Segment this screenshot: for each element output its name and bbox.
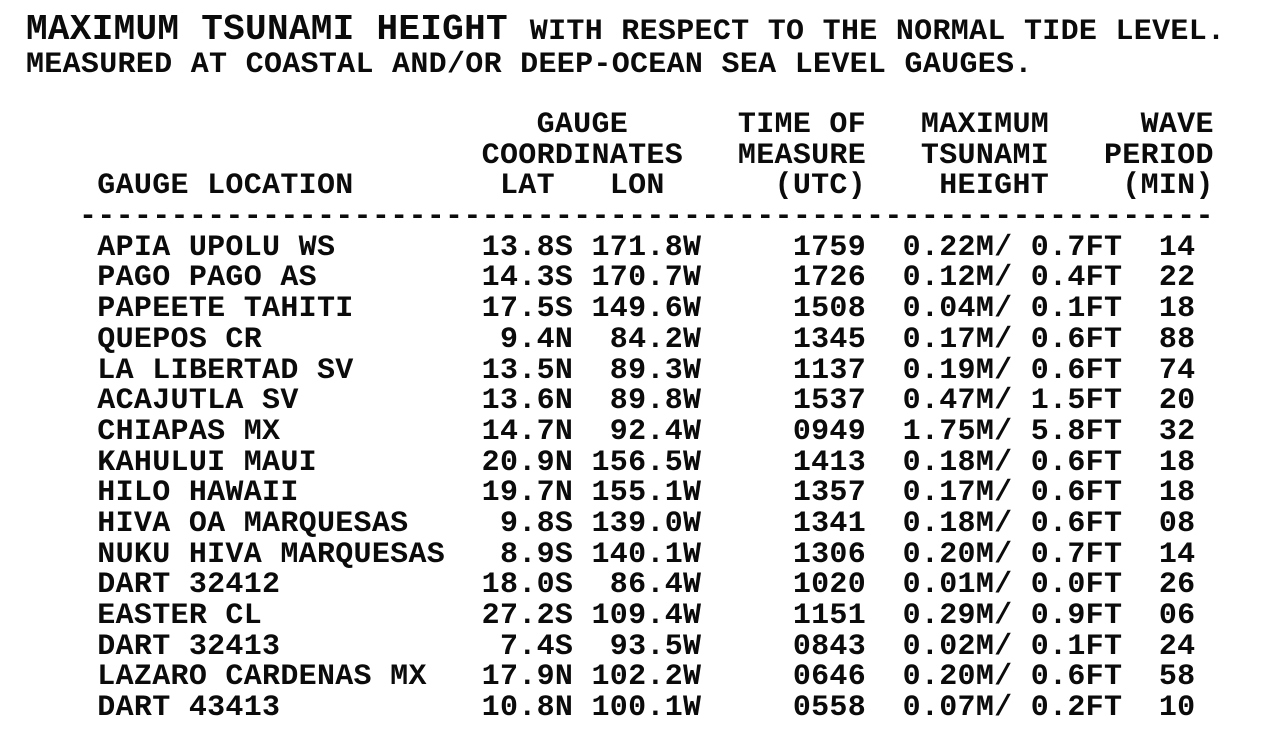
table-row: ACAJUTLA SV 13.6N 89.8W 1537 0.47M/ 1.5FT 20 bbox=[79, 384, 1196, 419]
table-row: HIVA OA MARQUESAS 9.8S 139.0W 1341 0.18M/ 0.6FT 08 bbox=[79, 506, 1196, 541]
table-row: QUEPOS CR 9.4N 84.2W 1345 0.17M/ 0.6FT 88 bbox=[79, 322, 1196, 357]
table-row: NUKU HIVA MARQUESAS 8.9S 140.1W 1306 0.20M/ 0.7FT 14 bbox=[79, 537, 1196, 572]
table-row: KAHULUI MAUI 20.9N 156.5W 1413 0.18M/ 0.6FT 18 bbox=[79, 445, 1196, 480]
table-row: APIA UPOLU WS 13.8S 171.8W 1759 0.22M/ 0.7FT 14 bbox=[79, 230, 1196, 265]
page-title bbox=[26, 10, 1225, 52]
table-row: HILO HAWAII 19.7N 155.1W 1357 0.17M/ 0.6FT 18 bbox=[79, 476, 1196, 511]
page-subtitle: MEASURED AT COASTAL AND/OR DEEP-OCEAN SEA LEVEL GAUGES. bbox=[26, 48, 1033, 82]
table-separator: -------------------------------------------------------------- bbox=[79, 200, 1214, 235]
title-emphasis: MAXIMUM TSUNAMI HEIGHT bbox=[26, 9, 508, 50]
gauge-observations-table bbox=[79, 110, 1214, 724]
table-row: LA LIBERTAD SV 13.5N 89.3W 1137 0.19M/ 0.6FT 74 bbox=[79, 353, 1196, 388]
table-row: LAZARO CARDENAS MX 17.9N 102.2W 0646 0.20M/ 0.6FT 58 bbox=[79, 660, 1196, 695]
table-row: PAGO PAGO AS 14.3S 170.7W 1726 0.12M/ 0.4FT 22 bbox=[79, 261, 1196, 296]
table-header-line-2: COORDINATES MEASURE TSUNAMI PERIOD bbox=[79, 138, 1214, 173]
table-rows bbox=[79, 230, 1214, 726]
table-row: EASTER CL 27.2S 109.4W 1151 0.29M/ 0.9FT 06 bbox=[79, 599, 1196, 633]
table-row: CHIAPAS MX 14.7N 92.4W 0949 1.75M/ 5.8FT 32 bbox=[79, 414, 1196, 449]
table-row: PAPEETE TAHITI 17.5S 149.6W 1508 0.04M/ 0.1FT 18 bbox=[79, 292, 1196, 327]
title-clause: WITH RESPECT TO THE NORMAL TIDE LEVEL. bbox=[529, 15, 1226, 49]
table-header-line-3: GAUGE LOCATION LAT LON (UTC) HEIGHT (MIN) bbox=[79, 169, 1214, 204]
table-header-line-1: GAUGE TIME OF MAXIMUM WAVE bbox=[79, 108, 1214, 142]
table-row: DART 32413 7.4S 93.5W 0843 0.02M/ 0.1FT 24 bbox=[79, 629, 1196, 664]
table-row: DART 43413 10.8N 100.1W 0558 0.07M/ 0.2FT 10 bbox=[79, 691, 1196, 726]
table-row: DART 32412 18.0S 86.4W 1020 0.01M/ 0.0FT 26 bbox=[79, 568, 1196, 603]
